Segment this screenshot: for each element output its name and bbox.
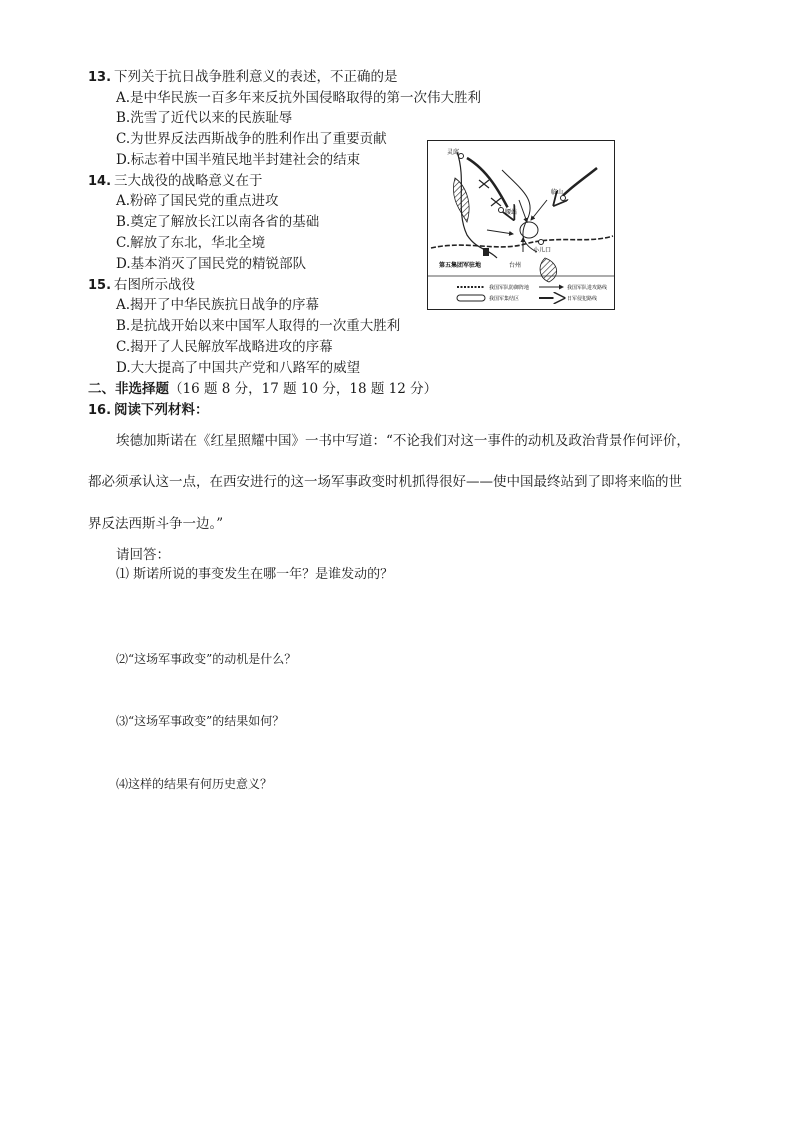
town-pass-marker <box>499 208 504 213</box>
q15-option-b: B.是抗战开始以来中国军人取得的一次重大胜利 <box>116 318 401 334</box>
q15-number: 15. <box>88 278 112 293</box>
q16-material-line-2: 都必须承认这一点，在西安进行的这一场军事政变时机抓得很好——使中国最终站到了即将来临的世 <box>88 474 682 490</box>
legend-assembly-label: 我国军集结区 <box>489 296 520 302</box>
q13-number: 13. <box>88 70 112 85</box>
label-hq: 第五集团军驻地 <box>439 263 482 269</box>
q16-sub-3: ⑶“这场军事政变”的结果如何？ <box>116 714 285 728</box>
q14-option-a: A.粉碎了国民党的重点进攻 <box>116 193 279 209</box>
battle-map-figure <box>427 140 615 310</box>
label-center: 小儿口 <box>533 248 552 254</box>
label-city: 台州 <box>509 263 522 269</box>
q16-stem: 阅读下列材料： <box>114 402 209 418</box>
q14-number: 14. <box>88 174 112 189</box>
q13-option-a: A.是中华民族一百多年来反抗外国侵略取得的第一次伟大胜利 <box>116 90 482 106</box>
q16-stem-line <box>88 401 209 420</box>
q13-stem-line <box>88 68 398 87</box>
label-linshan: 临山 <box>551 190 564 196</box>
q13-option-b: B.洗雪了近代以来的民族耻辱 <box>116 110 293 126</box>
hq-flag-icon <box>483 248 489 256</box>
q14-option-d: D.基本消灭了国民党的精锐部队 <box>116 256 307 272</box>
q16-material-line-3: 界反法西斯斗争一边。” <box>88 516 224 532</box>
q16-number: 16. <box>88 403 112 418</box>
q14-stem: 三大战役的战略意义在于 <box>114 173 263 189</box>
q13-option-c: C.为世界反法西斯战争的胜利作出了重要贡献 <box>116 131 387 147</box>
q15-option-a: A.揭开了中华民族抗日战争的序幕 <box>116 297 320 313</box>
label-north: 灵邱 <box>447 150 460 156</box>
town-north-marker <box>459 154 464 159</box>
q13-option-d: D.标志着中国半殖民地半封建社会的结束 <box>116 152 361 168</box>
section2-title: 二、非选择题 <box>88 381 169 397</box>
section2-note: （16 题 8 分，17 题 10 分，18 题 12 分） <box>169 381 438 397</box>
q16-sub-1: ⑴ 斯诺所说的事变发生在哪一年？是谁发动的？ <box>116 567 394 582</box>
label-pass: 腰站 <box>505 210 518 216</box>
q15-stem-line <box>88 276 195 295</box>
q14-option-b: B.奠定了解放长江以南各省的基础 <box>116 214 320 230</box>
legend-attack-label: 我国军队进攻路线 <box>567 285 608 291</box>
q15-stem: 右图所示战役 <box>114 277 195 293</box>
q16-material-line-1: 埃德加斯诺在《红星照耀中国》一书中写道：“不论我们对这一事件的动机及政治背景作何评价， <box>116 433 690 449</box>
q13-stem: 下列关于抗日战争胜利意义的表述，不正确的是 <box>114 69 398 85</box>
q16-sub-2: ⑵“这场军事政变”的动机是什么？ <box>116 652 297 666</box>
legend-defense-label: 我国军队防御阵地 <box>489 285 530 291</box>
q14-stem-line <box>88 172 263 191</box>
q15-option-c: C.揭开了人民解放军战略进攻的序幕 <box>116 339 333 355</box>
q16-prompt: 请回答： <box>116 547 170 563</box>
town-center-marker <box>539 240 544 245</box>
q15-option-d: D.大大提高了中国共产党和八路军的威望 <box>116 360 361 376</box>
town-linshan-marker <box>561 196 566 201</box>
q16-sub-4: ⑷这样的结果有何历史意义？ <box>116 777 273 791</box>
section2-header <box>88 380 437 398</box>
q14-option-c: C.解放了东北，华北全境 <box>116 235 266 251</box>
legend-japanese-label: 日军侵犯路线 <box>567 296 598 302</box>
